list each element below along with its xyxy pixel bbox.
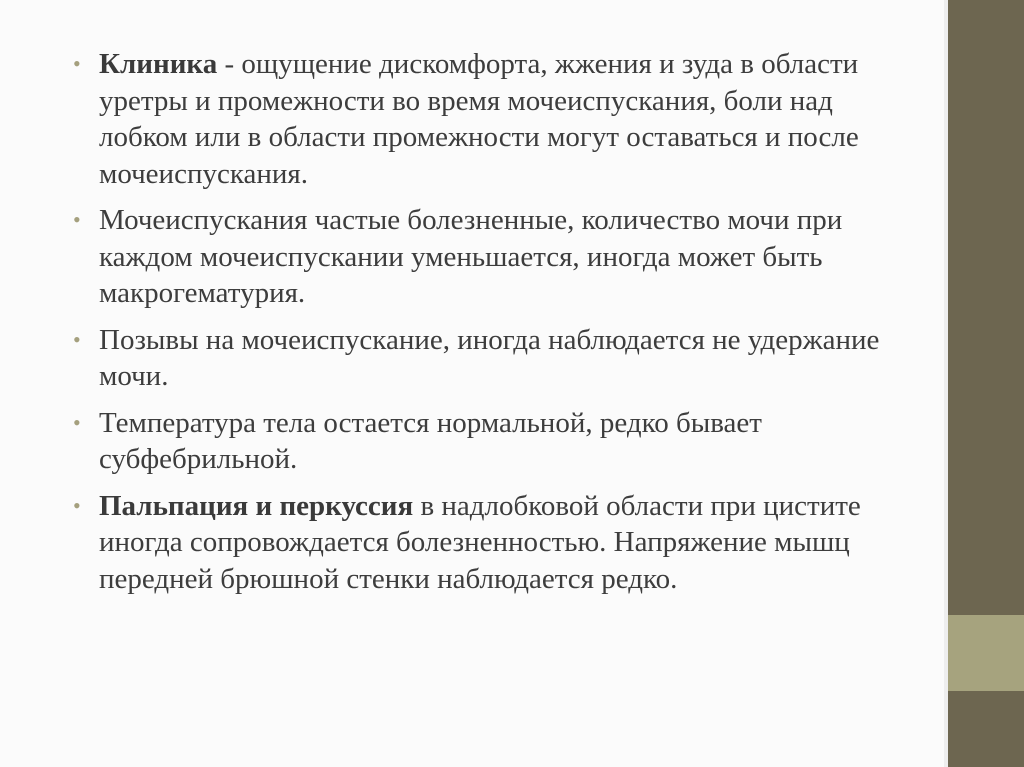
bullet-icon: • — [73, 492, 81, 518]
bullet-term: Клиника — [99, 48, 218, 80]
bullet-icon: • — [73, 51, 81, 76]
bullet-list — [73, 46, 893, 607]
bullet-icon: • — [73, 207, 81, 232]
decorative-sidebar-accent — [948, 615, 1024, 691]
bullet-item-urges — [73, 322, 893, 395]
bullet-item-clinic — [73, 46, 893, 192]
bullet-text: в надлобковой области при цистите иногда сопровождается болезненностью. Напряжение мышц передней брюшной стенки наблюдается редко. — [99, 489, 861, 595]
bullet-text: - ощущение дискомфорта, жжения и зуда в области уретры и промежности во время мочеиспускания, боли над лобком или в области промежности могут оставаться и после мочеиспускания. — [99, 48, 859, 190]
bullet-item-temperature — [73, 405, 893, 478]
bullet-text: Мочеиспускания частые болезненные, количество мочи при каждом мочеиспускании уменьшается, иногда может быть макрогематурия. — [99, 204, 843, 309]
bullet-icon: • — [73, 326, 81, 352]
bullet-icon: • — [73, 409, 81, 435]
bullet-item-urination — [73, 202, 893, 312]
bullet-text: Температура тела остается нормальной, редко бывает субфебрильной. — [99, 406, 762, 475]
bullet-item-palpation — [73, 488, 893, 598]
bullet-term: Пальпация и перкуссия — [99, 489, 414, 522]
bullet-text: Позывы на мочеиспускание, иногда наблюдается не удержание мочи. — [99, 323, 880, 392]
